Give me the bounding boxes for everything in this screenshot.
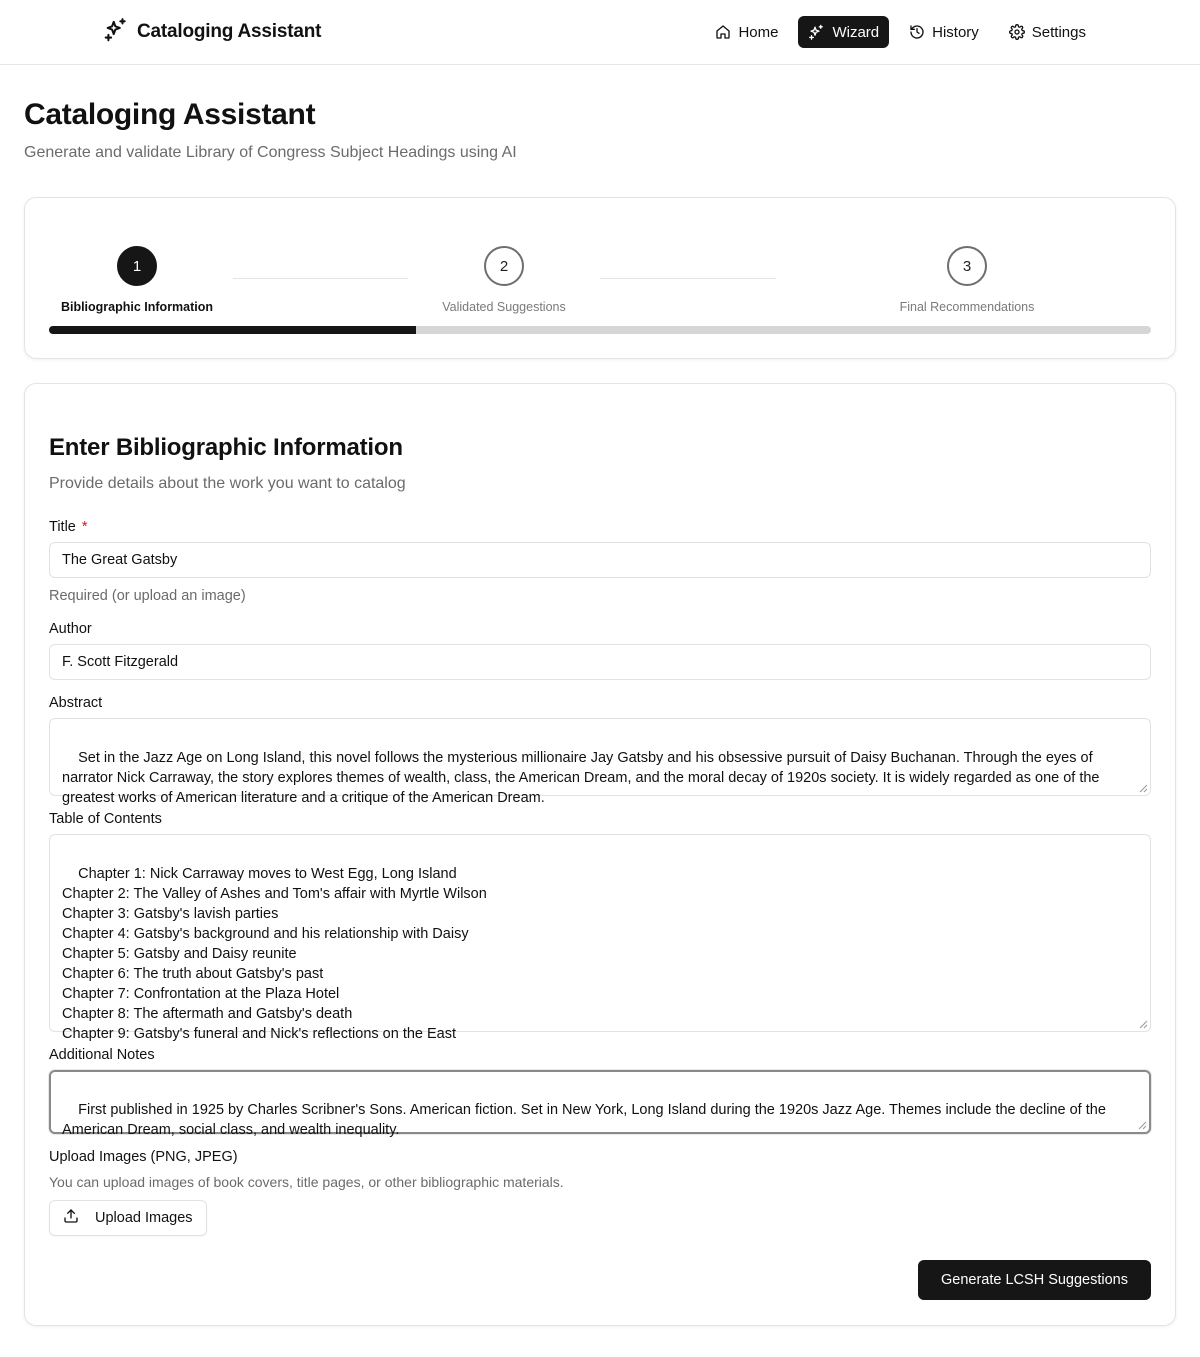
history-icon [909,24,925,40]
notes-text: First published in 1925 by Charles Scribner's Sons. American fiction. Set in New York, Long Island during the 1920s Jazz Age. Themes include the decline of the American Dream, social class, and wealth inequality. [62,1102,1110,1138]
brand[interactable] [103,18,321,46]
title-label [49,519,88,535]
step-2-number: 2 [484,246,524,286]
upload-label: Upload Images (PNG, JPEG) [49,1149,238,1165]
upload-images-button[interactable] [49,1200,207,1236]
required-marker: * [81,519,88,535]
wizard-progress-fill [49,326,416,334]
author-input[interactable]: F. Scott Fitzgerald [49,644,1151,680]
toc-textarea[interactable] [49,834,1151,1042]
nav-settings-label: Settings [1031,23,1086,41]
home-icon [715,24,731,40]
notes-label: Additional Notes [49,1047,155,1063]
nav-history[interactable] [899,16,989,48]
nav-wizard-label: Wizard [832,23,880,41]
main-nav [705,16,1096,48]
upload-hint: You can upload images of book covers, title pages, or other bibliographic materials. [49,1174,564,1190]
step-1-label: Bibliographic Information [60,300,214,314]
abstract-textarea[interactable] [49,718,1151,806]
wizard-progress-bar [49,326,1151,334]
abstract-text: Set in the Jazz Age on Long Island, this novel follows the mysterious millionaire Jay Gatsby and his obsessive pursuit of Daisy Buchanan. Through the eyes of narrator Nick Carraway, the story explores themes of wealth, class, the American Dream, and the moral decay of 1920s society. It is widely regarded as one of the greatest works of American literature and a critique of the American Dream. [62,750,1104,806]
resize-handle-icon[interactable] [1138,1121,1147,1130]
step-3-number: 3 [947,246,987,286]
top-navigation-bar [0,0,1200,65]
form-title: Enter Bibliographic Information [49,434,403,461]
step-3-label: Final Recommendations [899,300,1035,314]
step-2-label: Validated Suggestions [442,300,566,314]
page-subtitle: Generate and validate Library of Congress Subject Headings using AI [24,144,517,161]
notes-textarea[interactable] [49,1070,1151,1138]
nav-wizard[interactable] [798,16,889,48]
upload-icon [63,1208,79,1228]
gear-icon [1009,24,1025,40]
bibliographic-form [24,383,1176,1326]
step-connector [233,278,408,279]
nav-history-label: History [932,23,979,41]
abstract-label: Abstract [49,695,103,711]
nav-home[interactable] [705,16,788,48]
title-hint: Required (or upload an image) [49,588,246,604]
step-2[interactable] [404,246,604,314]
brand-name: Cataloging Assistant [137,21,322,42]
toc-label: Table of Contents [49,811,162,827]
form-description: Provide details about the work you want to catalog [49,475,406,492]
step-1-number: 1 [117,246,157,286]
title-label-text: Title [49,519,76,535]
sparkles-icon [808,24,825,41]
title-input[interactable]: The Great Gatsby [49,542,1151,578]
upload-button-label: Upload Images [95,1210,193,1226]
sparkles-icon [103,17,129,48]
step-connector [600,278,776,279]
resize-handle-icon[interactable] [1139,784,1148,793]
nav-home-label: Home [738,23,779,41]
wizard-stepper [24,197,1176,359]
author-label: Author [49,621,92,637]
toc-text: Chapter 1: Nick Carraway moves to West Egg, Long Island Chapter 2: The Valley of Ashes and Tom's affair with Myrtle Wilson Chapter 3: Gatsby's lavish parties Chapter 4: Gatsby's background and his relationship with Daisy Chapter 5: Gatsby and Daisy reunite Chapter 6: The truth about Gatsby's past Chapter 7: Confrontation at the Plaza Hotel Chapter 8: The aftermath and Gatsby's death Chapter 9: Gatsby's funeral and Nick's reflections on the East [62,866,487,1042]
page-title: Cataloging Assistant [24,98,316,131]
nav-settings[interactable] [999,16,1096,48]
resize-handle-icon[interactable] [1139,1020,1148,1029]
step-3[interactable] [867,246,1067,314]
generate-suggestions-button[interactable]: Generate LCSH Suggestions [918,1260,1151,1300]
step-1[interactable] [37,246,237,314]
